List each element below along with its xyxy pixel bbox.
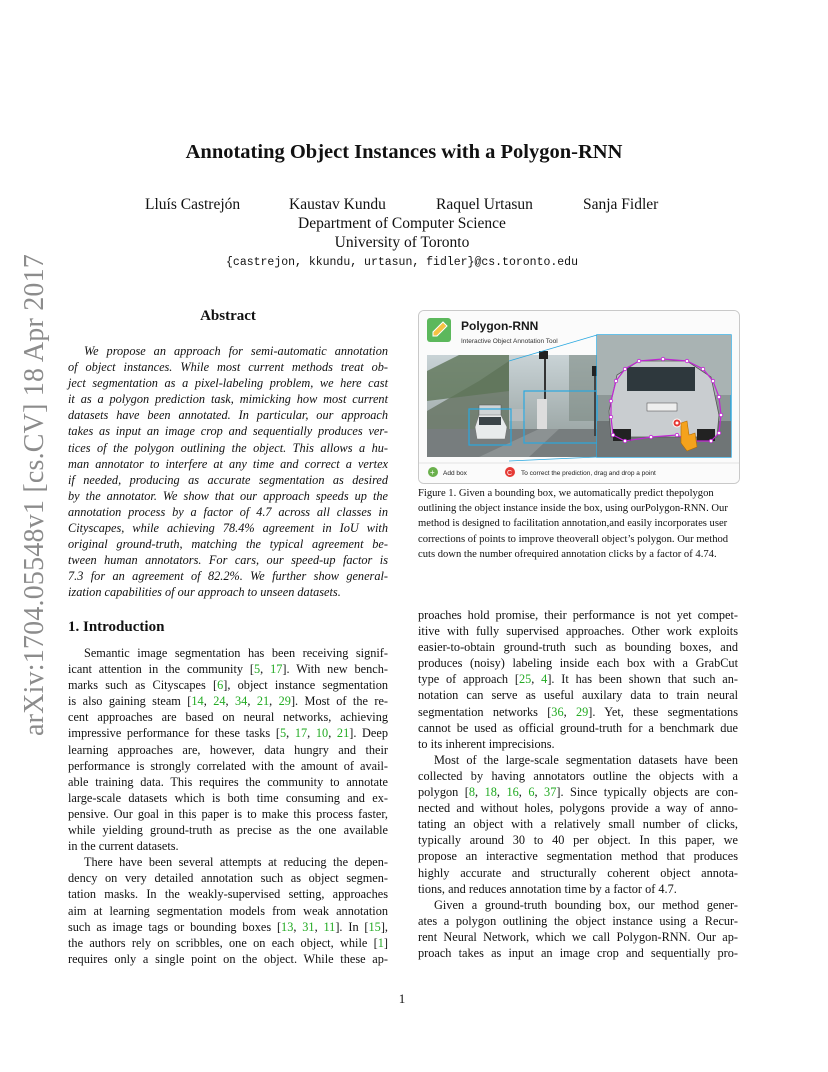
author-1: Lluís Castrejón: [145, 196, 241, 213]
introduction-column-1: [68, 645, 388, 967]
figure-app-title: Polygon-RNN: [461, 319, 539, 333]
abstract-line: by the annotator. We show that our approach speeds up the: [68, 488, 388, 503]
legend-correct: To correct the prediction, drag and drop a point: [521, 470, 656, 477]
col2-line: proaches hold promise, their performance is not yet compet-: [418, 608, 738, 622]
abstract-line: original ground-truth, matching the typical agreement be-: [68, 537, 388, 552]
col2-line: polygon [8, 18, 16, 6, 37]. Since typically objects are con-: [418, 785, 738, 800]
abstract-line: datasets have been annotated. In particular, our approach: [68, 408, 388, 423]
col1-line: is also gaining steam [14, 24, 34, 21, 29]. Most of the re-: [68, 694, 389, 709]
svg-text:+: +: [430, 468, 435, 477]
col1-line: There have been several attempts at reducing the depen-: [84, 855, 388, 870]
figure-1-caption: [418, 486, 738, 562]
arxiv-watermark: [10, 253, 60, 737]
abstract-line: it as a polygon prediction task, mimicking how most current: [68, 392, 388, 407]
author-4: Sanja Fidler: [583, 196, 659, 213]
col1-line: while yielding ground-truth as precise as the one available: [68, 823, 388, 838]
polygon-vertex[interactable]: [623, 439, 626, 442]
col1-line: dency on very detailed annotation such as object segmen-: [68, 871, 388, 886]
author-2: Kaustav Kundu: [289, 196, 386, 213]
col2-line: tating an object with a relatively small number of clicks,: [418, 817, 738, 832]
polygon-vertex[interactable]: [614, 379, 617, 382]
figure-app-subtitle: Interactive Object Annotation Tool: [461, 338, 558, 345]
col2-line: produces (noisy) labeling inside each box with a GrabCut: [418, 656, 738, 671]
col1-line: icant attention in the community [5, 17]. With new bench-: [68, 662, 388, 677]
col1-line: performance is strongly correlated with the amount of avail-: [68, 758, 388, 773]
caption-line: and easily incorporates user corrections of points to improve the: [418, 518, 728, 545]
affiliation-university: University of Toronto: [334, 234, 470, 251]
col1-line: impressive performance for these tasks [5, 17, 10, 21]. Deep: [68, 726, 388, 741]
figure-1: [418, 310, 740, 484]
abstract-line: ization capabilities of our approach to unseen datasets.: [68, 585, 341, 600]
col1-line: requires only a single point on the object. While these ap-: [68, 951, 388, 966]
caption-line: Polygon-RNN. Our method is designed to facilitation annotation,: [418, 503, 728, 530]
col2-line: easier-to-obtain ground-truth such as bounding boxes, and: [418, 640, 738, 655]
col2-line: tions, and reduces annotation time by a factor of 4.7.: [418, 881, 677, 896]
col2-line: segmentation networks [36, 29]. Yet, these segmentations: [418, 704, 738, 719]
abstract-heading: Abstract: [200, 308, 256, 324]
col1-line: in the current datasets.: [68, 839, 179, 854]
polygon-vertex[interactable]: [719, 413, 722, 416]
col1-line: the authors rely on scribbles, one on each object, while [1]: [68, 935, 388, 950]
col2-line: notation can serve as useful auxilary data to train neural: [418, 688, 738, 703]
col2-line: collected by having annotators outline the objects with a: [418, 768, 738, 783]
col2-line: cannot be used as official ground-truth for a benchmark due: [418, 720, 738, 735]
col1-line: marks such as Cityscapes [6], object instance segmentation: [68, 678, 388, 693]
polygon-vertex[interactable]: [675, 433, 678, 436]
abstract-line: of object instances. While most current methods treat ob-: [68, 360, 388, 375]
col1-line: aim at learning segmentation models from weak annotation: [68, 903, 388, 918]
affiliation-department: Department of Computer Science: [298, 215, 506, 232]
figure-1-illustration: [419, 311, 739, 483]
col1-line: cent approaches are based on neural networks, achieving: [68, 710, 388, 725]
abstract-line: takes as input an image crop and sequentially produces ver-: [68, 424, 388, 439]
col1-line: able training data. This requires the community to annotate: [68, 774, 388, 789]
author-emails: {castrejon, kkundu, urtasun, fidler}@cs.toronto.edu: [226, 256, 578, 269]
col1-line: such as image tags or bounding boxes [13, 31, 11]. In [15],: [68, 919, 388, 934]
legend-add-box: Add box: [443, 470, 467, 477]
caption-line: overall object’s polygon. Our method cuts down the number of: [418, 533, 729, 560]
col2-line: Most of the large-scale segmentation datasets have been: [434, 752, 738, 767]
abstract-line: Cityscapes, while achieving 78.4% agreement in IoU with: [68, 521, 388, 536]
author-3: Raquel Urtasun: [436, 196, 533, 213]
polygon-vertex[interactable]: [685, 359, 688, 362]
abstract-line: if needed, producing as accurate segmentation as desired: [68, 472, 388, 487]
caption-line: polygon outlining the object instance inside the box, using our: [418, 488, 714, 515]
col2-line: Given a ground-truth bounding box, our method gener-: [434, 897, 738, 912]
polygon-vertex[interactable]: [661, 357, 664, 360]
caption-line: Figure 1. Given a bounding box, we automatically predict the: [418, 488, 679, 499]
polygon-vertex[interactable]: [649, 435, 652, 438]
polygon-vertex[interactable]: [711, 379, 714, 382]
abstract-line: We propose an approach for semi-automatic annotation: [84, 344, 388, 358]
polygon-vertex[interactable]: [609, 415, 612, 418]
introduction-column-2: [418, 607, 738, 961]
col2-line: type of approach [25, 4]. It has been shown that such an-: [418, 672, 738, 687]
col1-line: large-scale datasets which is both time consuming and ex-: [68, 790, 388, 805]
abstract-body: [68, 343, 388, 601]
page-number: 1: [398, 991, 406, 1006]
arxiv-id: arXiv:1704.05548v1 [cs.CV] 18 Apr 2017: [19, 253, 50, 737]
col1-line: learning approaches are, however, data hungry and their: [68, 742, 388, 757]
polygon-vertex[interactable]: [717, 431, 720, 434]
col1-line: tation masks. In the weakly-supervised setting, approaches: [68, 887, 388, 902]
paper-title: Annotating Object Instances with a Polygon-RNN: [185, 141, 623, 163]
col2-line: proach takes as input an image crop and sequentially pro-: [418, 945, 738, 960]
polygon-vertex[interactable]: [637, 359, 640, 362]
col2-line: propose an interactive segmentation method that produces: [418, 849, 738, 864]
caption-line: required annotation clicks by a factor of 4.74.: [523, 548, 717, 560]
col2-line: to its inherent imprecisions.: [418, 736, 555, 751]
abstract-line: man annotator to interfere at any time and correct a vertex: [68, 456, 388, 471]
polygon-vertex[interactable]: [611, 433, 614, 436]
abstract-line: 7.3 for an agreement of 82.2%. We further show general-: [68, 569, 388, 584]
abstract-line: annotation process by a factor of 4.7 across all classes in: [68, 504, 388, 519]
abstract-line: tween human annotators. For cars, our speed-up factor is: [68, 553, 388, 568]
polygon-vertex[interactable]: [701, 367, 704, 370]
col2-line: highly accurate and structurally coherent object annota-: [418, 865, 738, 880]
abstract-line: ject segmentation as a pixel-labeling problem, we here cast: [68, 376, 388, 391]
col2-line: typically around 30 to 40 per object. In this paper, we: [418, 833, 738, 848]
col2-line: rent Neural Network, which we call Polygon-RNN. Our ap-: [418, 929, 738, 944]
polygon-vertex[interactable]: [717, 395, 720, 398]
col2-line: nected and without holes, polygons provide a way of anno-: [418, 801, 738, 816]
polygon-vertex[interactable]: [609, 399, 612, 402]
col1-line: Semantic image segmentation has been receiving signif-: [84, 646, 388, 660]
col2-line: itive with fully supervised approaches. Other work exploits: [418, 624, 738, 639]
col1-line: pensive. Our goal in this paper is to make this process faster,: [68, 806, 388, 821]
col2-line: ates a polygon outlining the object instance using a Recur-: [418, 913, 738, 928]
abstract-line: tices of the polygon outlining the object. This allows a hu-: [68, 440, 388, 455]
polygon-vertex[interactable]: [623, 367, 626, 370]
svg-text:C: C: [507, 470, 513, 477]
introduction-heading: 1. Introduction: [68, 619, 165, 635]
polygon-vertex[interactable]: [709, 439, 712, 442]
